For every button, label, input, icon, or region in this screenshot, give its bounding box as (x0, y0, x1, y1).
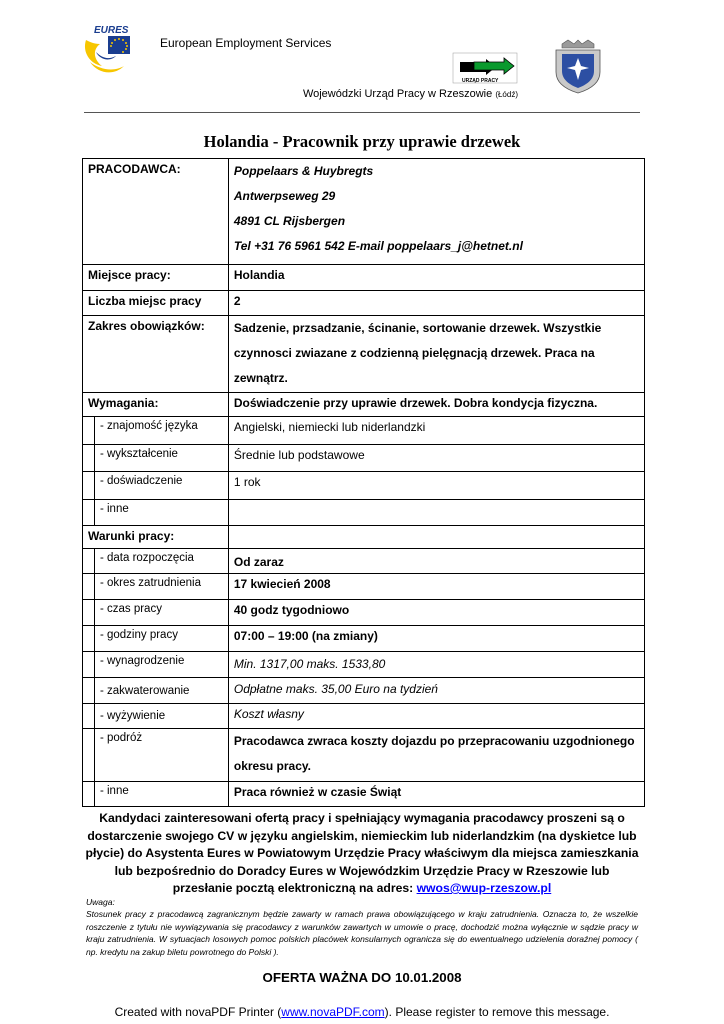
positions-value: 2 (228, 291, 644, 316)
note-title: Uwaga: (86, 897, 115, 907)
requirement-value: Średnie lub podstawowe (228, 445, 644, 472)
employer-city: 4891 CL Rijsbergen (233, 214, 346, 228)
requirement-label: - inne (94, 500, 228, 526)
requirement-row (83, 472, 645, 500)
candidates-instructions (84, 810, 640, 898)
condition-label: - inne (94, 782, 228, 807)
condition-value: 07:00 – 19:00 (na zmiany) (228, 626, 644, 652)
condition-row (83, 678, 645, 704)
employer-row (83, 159, 645, 265)
requirement-label: - wykształcenie (94, 445, 228, 472)
office-label: Wojewódzki Urząd Pracy w Rzeszowie (302, 88, 493, 100)
requirements-value: Doświadczenie przy uprawie drzewek. Dobra kondycja fizyczna. (228, 393, 644, 417)
header-divider (84, 112, 640, 113)
condition-row (83, 549, 645, 574)
requirements-label: Wymagania: (83, 393, 229, 417)
eures-logo-text: EURES (94, 25, 129, 36)
requirement-row (83, 445, 645, 472)
condition-value: 17 kwiecień 2008 (228, 574, 644, 600)
offer-validity: OFERTA WAŻNA DO 10.01.2008 (262, 970, 462, 985)
positions-label: Liczba miejsc pracy (83, 291, 229, 316)
place-row (83, 265, 645, 291)
requirements-row (83, 393, 645, 417)
condition-value: 40 godz tygodniowo (228, 600, 644, 626)
condition-value: Pracodawca zwraca koszty dojazdu po przepracowaniu uzgodnionego okresu pracy. (228, 729, 644, 782)
requirement-value (228, 500, 644, 526)
condition-value: Koszt własny (228, 704, 644, 729)
condition-row (83, 729, 645, 782)
office-city: (Łódź) (495, 90, 518, 99)
urzad-pracy-logo-text: URZĄD PRACY (462, 78, 499, 84)
condition-value: Min. 1317,00 maks. 1533,80 (228, 652, 644, 678)
novapdf-link[interactable]: www.novaPDF.com (281, 1005, 385, 1019)
employer-name: Poppelaars & Huybregts (233, 164, 374, 178)
urzad-pracy-logo (452, 52, 518, 84)
requirement-label: - doświadczenie (94, 472, 228, 500)
note-text: Stosunek pracy z pracodawcą zagranicznym będzie zawarty w ramach prawa obowiązującego w kraju zatrudnienia. Oznacza to, że wszelkie roszczenie z tytułu nie wywiązywania się pracodawcy z warunków zawartych w umowie o pracę, dochodzić można wyłącznie w sądzie pracy w kraju zatrudnienia. W sytuacjach losowych pomoc polskich placówek konsularnych ogranicza się do ewentualnego udzielenia doraźnej pomocy ( np. kredytu na zakup biletu powrotnego do Polski ). (86, 909, 638, 957)
duties-label: Zakres obowiązków: (83, 316, 229, 393)
page-title: Holandia - Pracownik przy uprawie drzewek (203, 132, 521, 151)
duties-row (83, 316, 645, 393)
duties-value: Sadzenie, przsadzanie, ścinanie, sortowanie drzewek. Wszystkie czynnosci zwiazane z codzienną pielęgnacją drzewek. Praca na zewnątrz. (228, 316, 644, 393)
place-value: Holandia (228, 265, 644, 291)
employer-value (228, 159, 644, 265)
condition-label: - zakwaterowanie (94, 678, 228, 704)
footer-prefix: Created with novaPDF Printer ( (114, 1005, 282, 1019)
condition-row (83, 782, 645, 807)
requirement-value: 1 rok (228, 472, 644, 500)
condition-row (83, 626, 645, 652)
condition-row (83, 704, 645, 729)
employer-contact: Tel +31 76 5961 542 E-mail poppelaars_j@hetnet.nl (233, 239, 523, 253)
employer-street: Antwerpseweg 29 (233, 189, 336, 203)
note (86, 896, 638, 958)
coat-of-arms-icon (554, 38, 602, 94)
candidates-text: Kandydaci zainteresowani ofertą pracy i spełniający wymagania pracodawcy proszeni są o dostarczenie swojego CV w języku angielskim, niemieckim lub niderlandzkim (na dyskietce lub płycie) do Asystenta Eures w Powiatowym Urzędzie Pracy właściwym dla miejsca zamieszkania lub bezpośrednio do Doradcy Eures w Wojewódzkim Urzędzie Pracy w Rzeszowie lub przesłanie pocztą elektroniczną na adres: (85, 811, 639, 895)
condition-label: - data rozpoczęcia (94, 549, 228, 574)
employment-services-label: European Employment Services (160, 36, 332, 50)
condition-label: - czas pracy (94, 600, 228, 626)
requirement-row (83, 500, 645, 526)
condition-label: - wynagrodzenie (94, 652, 228, 678)
condition-label: - godziny pracy (94, 626, 228, 652)
condition-value: Od zaraz (228, 549, 644, 574)
condition-row (83, 652, 645, 678)
condition-label: - okres zatrudnienia (94, 574, 228, 600)
place-label: Miejsce pracy: (83, 265, 229, 291)
novapdf-footer (0, 1005, 724, 1019)
requirement-label: - znajomość języka (94, 417, 228, 445)
positions-row (83, 291, 645, 316)
eures-logo (80, 22, 138, 80)
office-name (303, 88, 518, 100)
conditions-row (83, 526, 645, 549)
condition-value: Praca również w czasie Świąt (228, 782, 644, 807)
footer-suffix: ). Please register to remove this message. (384, 1005, 610, 1019)
condition-label: - podróż (94, 729, 228, 782)
requirement-row (83, 417, 645, 445)
conditions-label: Warunki pracy: (83, 526, 229, 549)
job-offer-table (82, 158, 645, 807)
condition-label: - wyżywienie (94, 704, 228, 729)
condition-value: Odpłatne maks. 35,00 Euro na tydzień (228, 678, 644, 704)
candidates-email-link[interactable]: wwos@wup-rzeszow.pl (416, 881, 552, 895)
condition-row (83, 600, 645, 626)
employer-label: PRACODAWCA: (83, 159, 229, 265)
condition-row (83, 574, 645, 600)
requirement-value: Angielski, niemiecki lub niderlandzki (228, 417, 644, 445)
